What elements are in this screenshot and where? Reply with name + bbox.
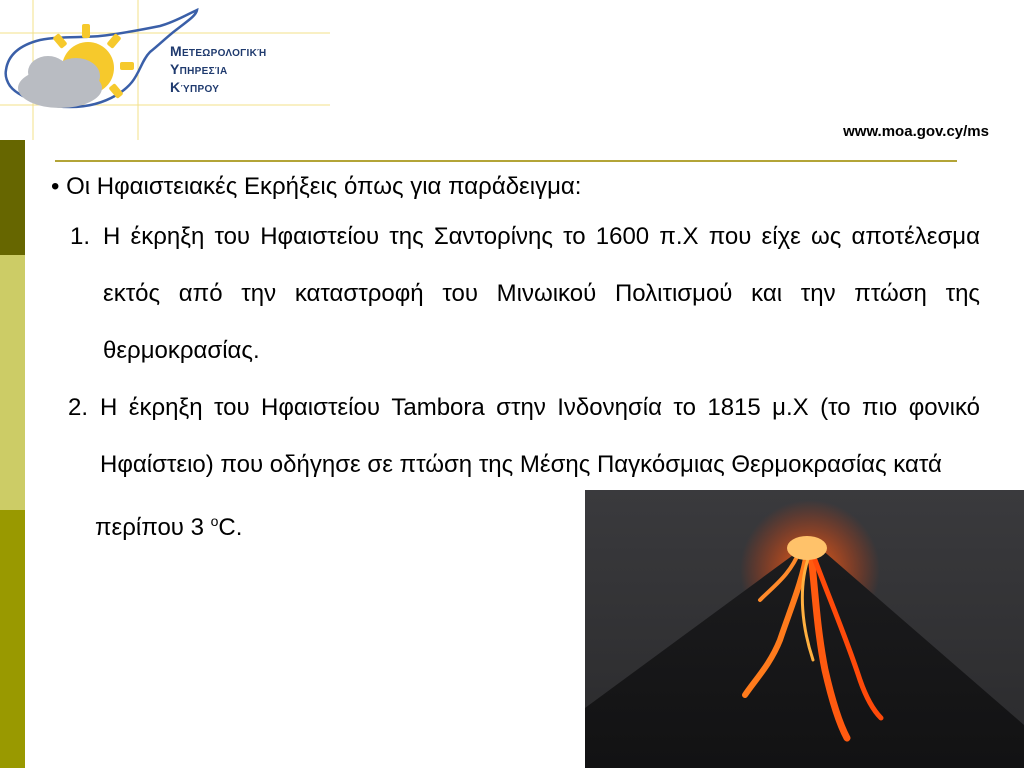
list-item-2 — [68, 379, 980, 493]
bullet-heading: • Οι Ηφαιστειακές Εκρήξεις όπως για παράδειγμα: — [51, 173, 582, 200]
cloud-icon — [18, 56, 102, 108]
org-name-line2: Υπηρεσία — [170, 61, 228, 77]
org-name-line3: Κύπρου — [170, 79, 220, 95]
degree-symbol: o — [210, 513, 219, 529]
list-item-2-text: Η έκρηξη του Ηφαιστείου Tambora στην Ινδονησία το 1815 μ.Χ (το πιο φονικό Ηφαίστειο) που οδήγησε σε πτώση της Μέσης Παγκόσμιας Θερμοκρασίας κατά — [100, 394, 980, 478]
list-item-1-number: 1. — [70, 223, 91, 250]
website-url[interactable]: www.moa.gov.cy/ms — [843, 123, 989, 140]
temperature-text: περίπου 3 — [95, 514, 204, 541]
side-strip-light — [0, 255, 25, 510]
side-strip-dark — [0, 140, 25, 255]
organization-name — [170, 42, 266, 96]
logo-graphic — [0, 0, 335, 140]
org-name-line1: Μετεωρολογική — [170, 43, 267, 59]
list-item-1-text: Η έκρηξη του Ηφαιστείου της Σαντορίνης το 1600 π.Χ που είχε ως αποτέλεσμα εκτός από την καταστροφή του Μινωικού Πολιτισμού και την πτώση της θερμοκρασίας. — [103, 223, 980, 364]
list-item-1 — [70, 208, 980, 379]
logo — [0, 0, 335, 140]
list-item-2-number: 2. — [68, 394, 89, 421]
header-divider — [55, 160, 957, 162]
side-strip-mid — [0, 510, 25, 768]
temperature-unit: C. — [218, 514, 243, 541]
volcano-photo — [585, 490, 1024, 768]
